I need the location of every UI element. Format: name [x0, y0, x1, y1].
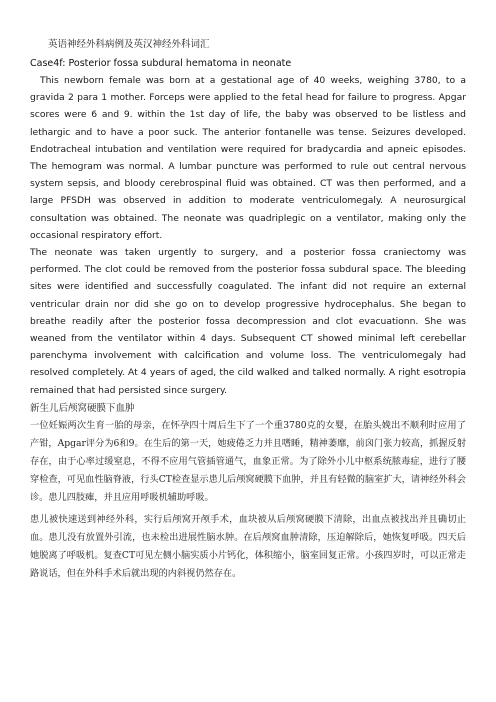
english-paragraph-2: The neonate was taken urgently to surgery, and a posterior fossa craniectomy was performed. The clot could be removed from the posterior fossa subdural space. The bleeding sites were identified and successfully coagulated. The infant did not require an external ventricular drain nor did she go on to develop progressive hydrocephalus. She began to breathe readily after the posterior fossa decompression and clot evacuationn. She was weaned from the ventilator within 4 days. Subsequent CT showed minimal left cerebellar parenchyma involvement with calcification and volume loss. The ventriculomegaly had resolved completely. At 4 years of aged, the cild walked and talked normally. A right esotropia remained that had persisted since surgery.: [30, 247, 466, 396]
case-title: Case4f: Posterior fossa subdural hematoma in neonate: [30, 58, 292, 69]
chinese-paragraph-1: 一位妊娠两次生育一胎的母亲，在怀孕四十周后生下了一个重3780克的女婴，在胎头娩出不顺利时应用了产钳，Apgar评分为6和9。在生后的第一天，她疲倦乏力并且嗜睡，精神萎靡，前囟门张力较高，抓握反射存在，由于心率过缓窒息，不得不应用气管插管通气，血象正常。为了除外小儿中枢系统脓毒症，进行了腰穿检查，可见血性脑脊液，行头CT检查显示患儿后颅窝硬膜下血肿，并且有轻微的脑室扩大，请神经外科会诊。患儿四肢瘫，并且应用呼吸机辅助呼吸。: [30, 419, 466, 503]
chinese-title: 新生儿后颅窝硬膜下血肿: [30, 402, 135, 414]
document-header: 英语神经外科病例及英汉神经外科词汇: [48, 39, 210, 50]
chinese-paragraph-2: 患儿被快速送到神经外科，实行后颅窝开颅手术，血块被从后颅窝硬膜下清除，出血点被找出并且确切止血。患儿没有放置外引流，也未检出进展性脑水肿。在后颅窝血肿清除，压迫解除后，她恢复呼吸。四天后她脱离了呼吸机。复查CT可见左侧小脑实质小片钙化，体积缩小，脑室回复正常。小孩四岁时，可以正常走路说话，但在外科手术后就出现的内斜视仍然存在。: [30, 513, 466, 579]
english-paragraph-1: This newborn female was born at a gestational age of 40 weeks, weighing 3780, to a gravida 2 para 1 mother. Forceps were applied to the fetal head for failure to progress. Apgar scores were 6 and 9. within the 1st day of life, the baby was observed to be listless and lethargic and to have a poor suck. The anterior fontanelle was tense. Seizures developed. Endotracheal intubation and ventilation were required for bradycardia and apneic episodes. The hemogram was normal. A lumbar puncture was performed to rule out central nervous system sepsis, and bloody cerebrospinal fluid was obtained. CT was then performed, and a large PFSDH was observed in addition to moderate ventriculomegaly. A neurosurgical consultation was obtained. The neonate was quadriplegic on a ventilator, making only the occasional respiratory effort.: [30, 75, 466, 241]
